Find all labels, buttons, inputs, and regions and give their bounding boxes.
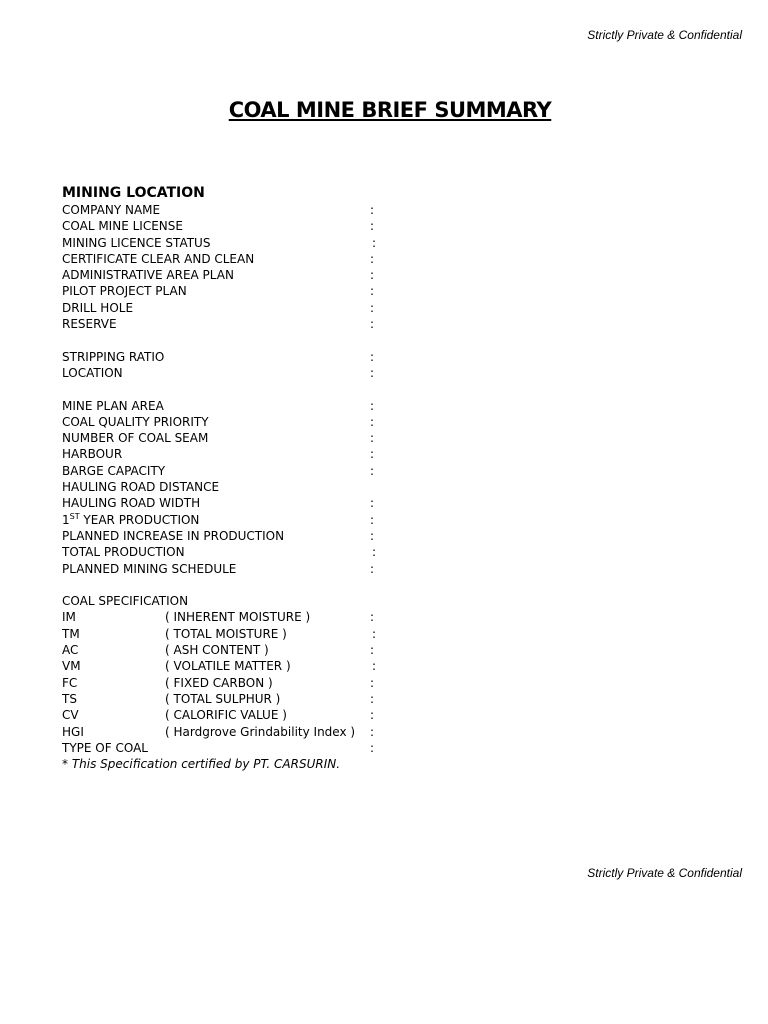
field-label: MINE PLAN AREA: [62, 398, 164, 413]
field-colon: :: [370, 349, 375, 364]
ordinal-suffix: ST: [69, 511, 80, 521]
spec-row: [62, 675, 402, 691]
page-title: COAL MINE BRIEF SUMMARY: [228, 98, 552, 122]
field-label: MINING LICENCE STATUS: [62, 235, 211, 250]
field-label: TYPE OF COAL: [62, 740, 148, 755]
field-colon: :: [370, 724, 375, 739]
field-colon: :: [370, 740, 375, 755]
field-label: BARGE CAPACITY: [62, 463, 166, 478]
field-row: [62, 349, 402, 365]
field-label: LOCATION: [62, 365, 123, 380]
field-label: STRIPPING RATIO: [62, 349, 165, 364]
field-label: HAULING ROAD DISTANCE: [62, 480, 220, 495]
field-label: PILOT PROJECT PLAN: [62, 284, 187, 299]
field-colon: :: [370, 219, 375, 234]
header-confidential-note: Strictly Private & Confidential: [587, 28, 742, 42]
certification-footnote: * This Specification certified by PT. CARSURIN.: [62, 757, 341, 772]
spec-description: ( ASH CONTENT ): [165, 643, 269, 658]
summary-list: [62, 184, 402, 772]
field-row: [62, 251, 402, 267]
field-row: [62, 544, 402, 560]
field-label: PLANNED INCREASE IN PRODUCTION: [62, 528, 285, 543]
footer-confidential-note: Strictly Private & Confidential: [587, 866, 742, 880]
spec-description: ( VOLATILE MATTER ): [165, 659, 291, 674]
field-colon: :: [370, 414, 375, 429]
field-label: TOTAL PRODUCTION: [62, 545, 185, 560]
field-label: COAL MINE LICENSE: [62, 219, 183, 234]
spec-code: TS: [62, 691, 77, 706]
spec-code: FC: [62, 675, 78, 690]
field-colon: :: [370, 675, 375, 690]
field-row: [62, 414, 402, 430]
spec-row: [62, 724, 402, 740]
spec-code: VM: [62, 659, 81, 674]
spacer: [62, 332, 402, 348]
spec-code: HGI: [62, 724, 84, 739]
spec-heading: COAL SPECIFICATION: [62, 594, 189, 609]
field-colon: :: [370, 708, 375, 723]
field-row: [62, 446, 402, 462]
field-row: [62, 300, 402, 316]
spec-description: ( FIXED CARBON ): [165, 675, 273, 690]
spec-row: [62, 691, 402, 707]
spec-description: ( CALORIFIC VALUE ): [165, 708, 287, 723]
spacer: [62, 381, 402, 397]
field-row: [62, 365, 402, 381]
field-row: [62, 283, 402, 299]
spec-row: [62, 642, 402, 658]
field-label: CERTIFICATE CLEAR AND CLEAN: [62, 251, 255, 266]
spec-code: CV: [62, 708, 79, 723]
field-colon: :: [370, 561, 375, 576]
field-colon: :: [370, 431, 375, 446]
field-colon: :: [370, 512, 375, 527]
field-row: [62, 235, 402, 251]
field-colon: :: [370, 251, 375, 266]
field-colon: :: [370, 691, 375, 706]
field-row: [62, 561, 402, 577]
spec-row: [62, 626, 402, 642]
field-colon: :: [370, 268, 375, 283]
field-label: [62, 513, 199, 527]
field-row: [62, 430, 402, 446]
field-colon: :: [370, 447, 375, 462]
field-colon: :: [370, 398, 375, 413]
field-colon: :: [370, 300, 375, 315]
spec-description: ( INHERENT MOISTURE ): [165, 610, 311, 625]
field-row: [62, 479, 402, 495]
field-colon: :: [372, 235, 377, 250]
field-label: HARBOUR: [62, 447, 123, 462]
field-label: RESERVE: [62, 317, 117, 332]
field-colon: :: [370, 643, 375, 658]
field-colon: :: [370, 496, 375, 511]
field-colon: :: [370, 528, 375, 543]
field-row: [62, 398, 402, 414]
field-colon: :: [370, 284, 375, 299]
field-row: [62, 512, 402, 528]
field-label: COMPANY NAME: [62, 203, 161, 217]
ordinal-number: 1: [62, 512, 70, 527]
field-row: [62, 495, 402, 511]
field-label: COAL QUALITY PRIORITY: [62, 414, 209, 429]
field-row: [62, 528, 402, 544]
spec-description: ( TOTAL SULPHUR ): [165, 691, 281, 706]
field-colon: :: [370, 365, 375, 380]
spec-description: ( Hardgrove Grindability Index ): [165, 724, 356, 739]
field-row: [62, 740, 402, 756]
field-label: PLANNED MINING SCHEDULE: [62, 561, 237, 576]
field-label: HAULING ROAD WIDTH: [62, 496, 201, 511]
spec-row: [62, 707, 402, 723]
spec-row: [62, 658, 402, 674]
field-colon: :: [370, 203, 375, 217]
field-colon: :: [372, 626, 377, 641]
field-row: [62, 316, 402, 332]
spec-description: ( TOTAL MOISTURE ): [165, 626, 287, 641]
field-row: [62, 202, 402, 218]
section-heading-mining-location: MINING LOCATION: [62, 185, 205, 201]
spacer: [62, 577, 402, 593]
field-colon: :: [370, 317, 375, 332]
spec-code: TM: [62, 626, 80, 641]
field-row: [62, 463, 402, 479]
field-colon: :: [370, 610, 375, 625]
field-colon: :: [372, 659, 377, 674]
field-label: NUMBER OF COAL SEAM: [62, 431, 209, 446]
spec-code: AC: [62, 643, 79, 658]
field-colon: :: [372, 545, 377, 560]
field-row: [62, 267, 402, 283]
field-label-rest: YEAR PRODUCTION: [79, 512, 200, 527]
field-row: [62, 218, 402, 234]
field-label: ADMINISTRATIVE AREA PLAN: [62, 268, 234, 283]
field-colon: :: [370, 463, 375, 478]
field-label: DRILL HOLE: [62, 300, 134, 315]
spec-code: IM: [62, 610, 76, 625]
spec-row: [62, 609, 402, 625]
